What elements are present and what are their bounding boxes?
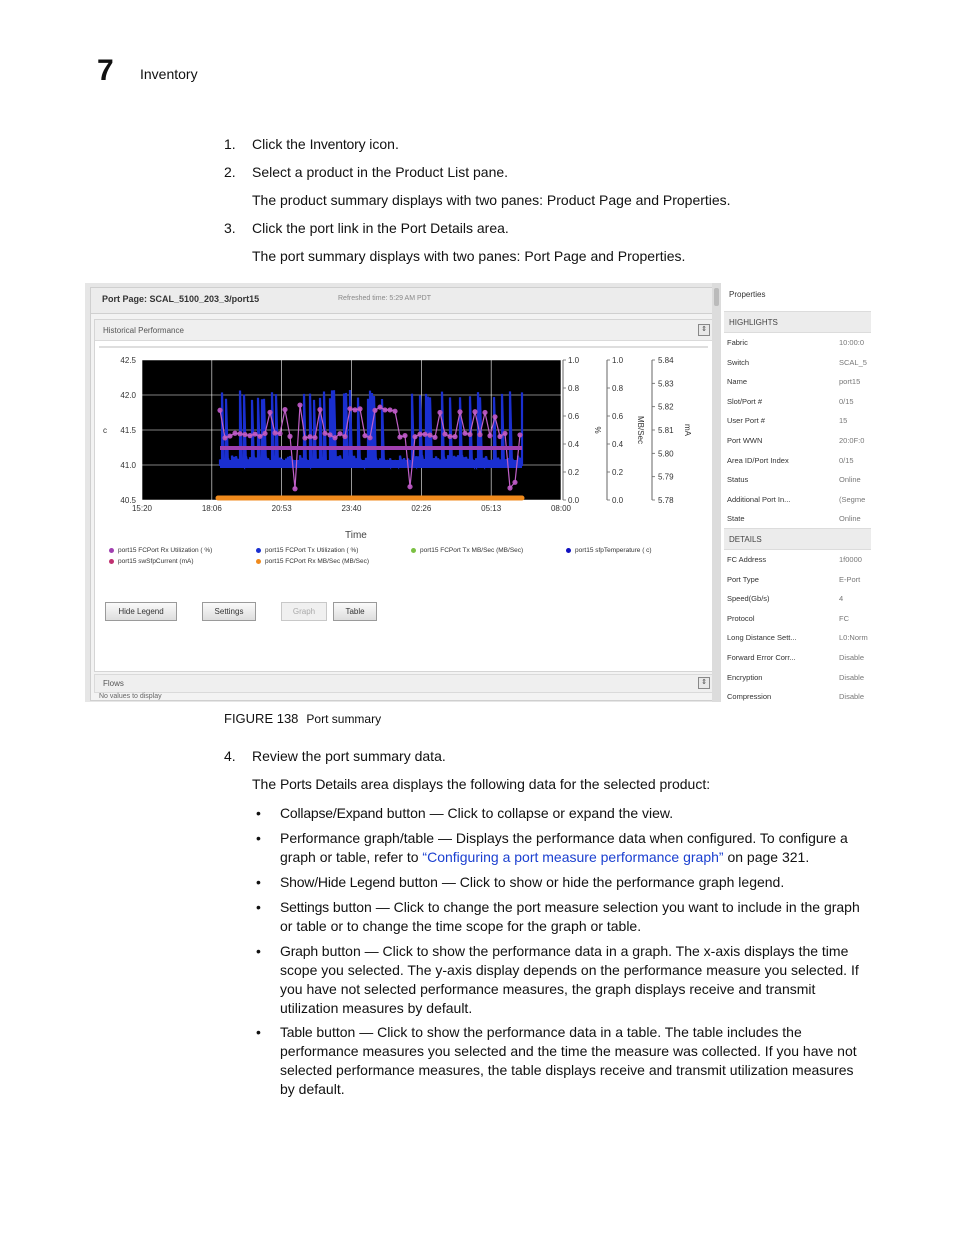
y-right-tick-label: 0.2 [612,468,624,477]
bullet-mark: • [256,899,261,915]
property-row [727,668,871,687]
properties-title: Properties [729,290,766,299]
property-key: User Port # [727,416,765,426]
series-temperature-band [220,460,522,468]
y-right-tick-label: 5.83 [658,379,674,389]
property-key: Status [727,475,749,485]
y-right-axis-label: MB/Sec [636,415,645,445]
property-value: Disable [839,672,865,682]
property-key: Slot/Port # [727,396,763,406]
property-row [727,570,871,589]
figure-label: FIGURE 138 [224,711,299,726]
y-right-tick-label: 0.8 [612,384,624,393]
y-right-tick-label: 5.81 [658,426,674,435]
property-value: port15 [839,377,861,387]
y-right-tick-label: 0.0 [568,496,580,505]
y-right-tick-label: 0.4 [612,440,624,449]
port-page-title: Port Page: SCAL_5100_203_3/port15 [102,294,260,304]
property-key: Fabric [727,338,748,347]
step-2-note: The product summary displays with two panes: Product Page and Properties. [252,192,731,208]
legend-item[interactable]: port15 FCPort Rx Utilization ( %) [109,547,212,554]
step-2: 2. Select a product in the Product List pane. [224,164,509,180]
property-row [727,490,871,509]
bullet-mark: • [256,943,261,959]
y-right-tick-label: 5.84 [658,356,674,365]
step-1: 1. Click the Inventory icon. [224,136,399,152]
property-key: Additional Port In... [727,494,791,504]
y-left-tick-label: 42.5 [120,356,136,365]
hide-legend-button[interactable]: Hide Legend [105,602,177,621]
flows-title: Flows [103,679,124,688]
legend-marker-icon [566,548,571,553]
property-value: 20:0F:0 [839,436,865,445]
property-value: 4 [839,594,844,604]
graph-button[interactable]: Graph [281,602,327,621]
y-right-tick-label: 5.80 [658,449,674,459]
bullet-mark: • [256,1024,261,1040]
property-key: Long Distance Sett... [727,633,797,643]
y-right-tick-label: 0.8 [568,384,580,393]
legend-item[interactable]: port15 FCPort Rx MB/Sec (MB/Sec) [256,558,369,565]
property-key: Compression [727,692,772,702]
property-row [727,628,871,647]
property-value: FC [839,613,849,623]
y-right-tick-label: 0.6 [568,412,580,421]
property-row [727,372,871,391]
y-right-tick-label: 0.6 [612,412,624,421]
property-key: State [727,514,745,524]
property-value: 10:00:0 [839,338,865,347]
property-row [727,333,871,352]
property-key: Port Type [727,574,759,584]
y-left-tick-label: 40.5 [120,496,136,505]
property-value: 0/15 [839,455,854,465]
legend-item[interactable]: port15 sfpTemperature ( c) [566,547,652,554]
splitter-grip-icon[interactable] [714,288,719,306]
property-row [727,470,871,489]
property-value: 1f0000 [839,555,862,564]
bullet-mark: • [256,874,261,890]
property-row [727,353,871,372]
legend-marker-icon [256,559,261,564]
property-key: Forward Error Corr... [727,653,796,662]
property-row [727,609,871,628]
y-left-axis-label: c [103,426,107,435]
property-key: Protocol [727,613,755,623]
property-value: Online [839,514,861,524]
y-right-axis-label: % [593,426,602,434]
ports-details-ui-term: Ports Details [280,776,357,792]
historical-performance-panel [94,319,713,672]
property-value: Online [839,475,861,485]
property-row [727,392,871,411]
x-tick-label: 02:26 [411,504,432,513]
step-3-note: The port summary displays with two panes: Port Page and Properties. [252,248,686,264]
flows-expand-button[interactable]: ⇕ [698,677,710,689]
y-left-tick-label: 41.5 [120,426,136,435]
legend-item[interactable]: port15 FCPort Tx Utilization ( %) [256,547,358,554]
bullet-mark: • [256,805,261,821]
property-value: L0:Norm [839,633,868,643]
highlights-header[interactable]: HIGHLIGHTS [724,311,871,333]
settings-button[interactable]: Settings [202,602,256,621]
bullet-mark: • [256,830,261,846]
performance-chart [95,342,712,542]
historical-performance-header [95,320,712,341]
ports-details-intro: The Ports Details area displays the following data for the selected product: [252,776,711,792]
property-row [727,589,871,608]
x-tick-label: 18:06 [201,504,222,513]
legend-marker-icon [411,548,416,553]
property-value: 0/15 [839,396,854,406]
property-key: Name [727,377,748,387]
table-button[interactable]: Table [333,602,377,621]
property-key: FC Address [727,555,767,564]
x-tick-label: 08:00 [550,504,572,513]
property-row [727,550,871,569]
property-row [727,648,871,667]
y-right-tick-label: 0.0 [612,496,624,505]
flows-empty-message: No values to display [99,693,162,700]
x-tick-label: 15:20 [131,504,153,513]
port-page-pane [90,287,714,701]
property-key: Encryption [727,672,763,682]
property-row [727,451,871,470]
properties-pane [721,283,871,702]
legend-marker-icon [256,548,261,553]
y-left-tick-label: 42.0 [120,391,136,400]
property-key: Switch [727,357,750,367]
property-value: E-Port [839,574,861,584]
property-key: Port WWN [727,436,763,445]
step-3: 3. Click the port link in the Port Details area. [224,220,509,236]
legend-item[interactable]: port15 FCPort Tx MB/Sec (MB/Sec) [411,547,523,554]
property-key: Area ID/Port Index [727,455,789,465]
property-key: Speed(Gb/s) [727,594,770,604]
legend-marker-icon [109,559,114,564]
chapter-number: 7 [97,54,114,87]
pane-splitter[interactable] [712,283,721,702]
property-value: Disable [839,653,865,662]
port-page-header [91,288,713,314]
y-right-tick-label: 0.4 [568,440,580,449]
y-left-tick-label: 41.0 [120,461,136,470]
property-row [727,411,871,430]
y-right-tick-label: 1.0 [568,356,580,365]
y-right-tick-label: 0.2 [568,468,580,477]
property-value: 15 [839,416,848,426]
legend-marker-icon [109,548,114,553]
x-axis-label: Time [345,530,367,541]
series-sfp-current-band [220,446,522,450]
y-right-tick-label: 5.82 [658,402,674,412]
details-header[interactable]: DETAILS [724,528,871,550]
y-right-tick-label: 5.78 [658,496,674,505]
y-right-tick-label: 5.79 [658,472,674,482]
x-tick-label: 20:53 [271,504,292,513]
property-value: Disable [839,692,865,702]
figure-caption [224,711,381,726]
y-right-axis-label: mA [683,424,692,436]
property-value: SCAL_5 [839,357,867,367]
collapse-expand-button[interactable]: ⇕ [698,324,710,336]
refreshed-time: Refreshed time: 5:29 AM PDT [338,295,431,302]
property-row [727,431,871,450]
chapter-title: Inventory [140,66,198,82]
inventory-ui-term: Inventory [309,136,366,152]
property-value: (Segme [839,494,866,504]
configuring-graph-link[interactable]: “Configuring a port measure performance graph” [422,849,724,865]
flows-header[interactable] [94,674,713,693]
property-row [727,509,871,528]
legend-item[interactable]: port15 swSfpCurrent (mA) [109,558,194,565]
port-summary-screenshot [85,283,871,702]
y-right-tick-label: 1.0 [612,356,624,365]
historical-performance-title: Historical Performance [103,326,184,335]
property-row [727,687,871,702]
x-tick-label: 05:13 [481,504,502,513]
step-4: 4. Review the port summary data. [224,748,446,764]
x-tick-label: 23:40 [341,504,362,513]
figure-caption-text: Port summary [306,712,382,726]
